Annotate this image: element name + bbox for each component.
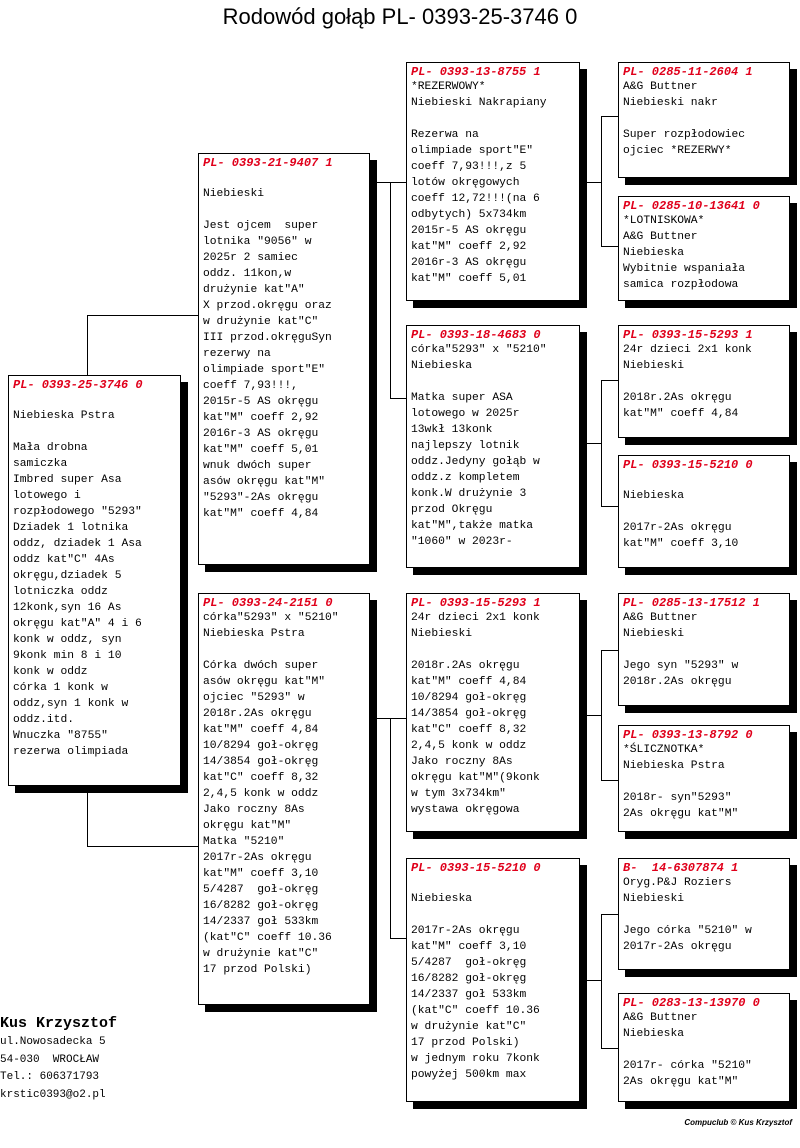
bird-description: 24r dzieci 2x1 konk Niebieski 2018r.2As okręgu kat"M" coeff 4,84 10/8294 goł-okręg 14/3854 goł-okręg kat"C" coeff 8,32 2,4,5 konk w oddz Jako roczny 8As okręgu kat"M"(9konk w tym 3x734km" wystawa okręgowa [411,612,540,816]
bird-description: A&G Buttner Niebieski Jego syn "5293" w 2018r.2As okręgu [623,612,739,688]
pedigree-box-dsd [618,725,790,832]
connector-main-sire-horizontal [87,315,200,316]
connector-ss-stub [580,182,601,183]
connector-sd-stub [580,443,601,444]
pedigree-box-dam-sire [406,593,580,832]
ring-number: PL- 0393-13-8755 1 [411,65,541,79]
pedigree-box-ssd [618,196,790,301]
bird-description: A&G Buttner Niebieski nakr Super rozpłodowiec ojciec *REZERWY* [623,81,746,157]
pedigree-box-ddd [618,993,790,1102]
ring-number: PL- 0285-11-2604 1 [623,65,753,79]
ring-number: PL- 0393-21-9407 1 [203,156,333,170]
connector-ds-children [601,650,602,780]
bird-description: 24r dzieci 2x1 konk Niebieski 2018r.2As okręgu kat"M" coeff 4,84 [623,344,752,420]
connector-ss-children [601,116,602,246]
connector-dam-ds [370,718,390,719]
connector-dam-vertical [390,718,391,938]
connector-main-dam-horizontal [87,846,200,847]
ring-number: PL- 0393-15-5210 0 [411,861,541,875]
ring-number: PL- 0393-24-2151 0 [203,596,333,610]
pedigree-box-dam [198,593,370,1005]
pedigree-box-main [8,375,181,786]
owner-name: Kus Krzysztof [0,1015,118,1032]
connector-main-sire-vertical [87,315,88,377]
pedigree-box-dam-dam [406,858,580,1102]
owner-city: 54-030 WROCŁAW [0,1053,100,1066]
ring-number: PL- 0285-13-17512 1 [623,596,760,610]
bird-description: Niebieski Jest ojcem super lotnika "9056" w 2025r 2 samiec oddz. 11kon,w drużynie kat"A" X przod.okręgu oraz w drużynie kat"C" III przod.okręguSyn rezerwy na olimpiade sport"E" coeff 7,93!!!, 2015r-5 AS okręgu kat"M" coeff 2,92 2016r-3 AS okręgu kat"M" coeff 5,01 wnuk dwóch super asów okręgu kat"M" "5293"-2As okręgu kat"M" coeff 4,84 [203,188,332,520]
pedigree-box-sire-dam [406,325,580,568]
ring-number: PL- 0285-10-13641 0 [623,199,760,213]
bird-description: *REZERWOWY* Niebieski Nakrapiany Rezerwa na olimpiade sport"E" coeff 7,93!!!,z 5 lotów okręgowych coeff 12,72!!!(na 6 odbytych) 5x734km 2015r-5 AS okręgu kat"M" coeff 2,92 2016r-3 AS okręgu kat"M" coeff 5,01 [411,81,547,285]
connector-dd-children [601,914,602,1048]
pedigree-box-sds [618,325,790,438]
owner-info [0,1014,117,1104]
bird-description: Niebieska Pstra Mała drobna samiczka Imbred super Asa lotowego i rozpłodowego "5293" Dziadek 1 lotnika oddz, dziadek 1 Asa oddz kat"C" 4As okręgu,dziadek 5 lotniczka oddz 12konk,syn 16 As okręgu kat"A" 4 i 6 konk w oddz, syn 9konk min 8 i 10 konk w oddz córka 1 konk w oddz,syn 1 konk w oddz.itd. Wnuczka "8755" rezerwa olimpiada [13,410,142,758]
pedigree-box-sire-sire [406,62,580,301]
page-title: Rodowód gołąb PL- 0393-25-3746 0 [222,4,578,29]
ring-number: PL- 0283-13-13970 0 [623,996,760,1010]
pedigree-box-dss [618,593,790,706]
pedigree-box-sire [198,153,370,565]
ring-number: PL- 0393-18-4683 0 [411,328,541,342]
owner-address: ul.Nowosadecka 5 [0,1036,106,1048]
bird-description: córka"5293" x "5210" Niebieska Pstra Córka dwóch super asów okręgu kat"M" ojciec "5293" w 2018r.2As okręgu kat"M" coeff 4,84 10/8294 goł-okręg 14/3854 goł-okręg kat"C" coeff 8,32 2,4,5 konk w oddz Jako roczny 8As okręgu kat"M" Matka "5210" 2017r-2As okręgu kat"M" coeff 3,10 5/4287 goł-okręg 16/8282 goł-okręg 14/2337 goł 533km (kat"C" coeff 10.36 w drużynie kat"C" 17 przod Polski) [203,612,339,976]
pedigree-box-sss [618,62,790,178]
pedigree-box-dds [618,858,790,970]
connector-sire-vertical [390,182,391,398]
bird-description: Niebieska 2017r-2As okręgu kat"M" coeff 3,10 5/4287 goł-okręg 16/8282 goł-okręg 14/2337 goł 533km (kat"C" coeff 10.36 w drużynie kat"C" 17 przod Polski) w jednym roku 7konk powyżej 500km max [411,893,540,1081]
ring-number: B- 14-6307874 1 [623,861,739,875]
owner-email: krstic0393@o2.pl [0,1088,106,1101]
ring-number: PL- 0393-25-3746 0 [13,378,143,392]
software-credit: Compuclub © Kus Krzysztof [684,1118,792,1127]
bird-description: *ŚLICZNOTKA* Niebieska Pstra 2018r- syn"5293" 2As okręgu kat"M" [623,744,739,820]
connector-main-dam-vertical [87,786,88,846]
ring-number: PL- 0393-15-5293 1 [411,596,541,610]
bird-description: A&G Buttner Niebieska 2017r- córka "5210" 2As okręgu kat"M" [623,1012,752,1088]
bird-description: Oryg.P&J Roziers Niebieski Jego córka "5210" w 2017r-2As okręgu [623,877,752,953]
connector-dd-stub [580,980,601,981]
pedigree-box-sdd [618,455,790,568]
ring-number: PL- 0393-15-5210 0 [623,458,753,472]
ring-number: PL- 0393-15-5293 1 [623,328,753,342]
ring-number: PL- 0393-13-8792 0 [623,728,753,742]
connector-ds-stub [580,715,601,716]
bird-description: córka"5293" x "5210" Niebieska Matka super ASA lotowego w 2025r 13wkł 13konk najlepszy lotnik oddz.Jedyny gołąb w oddz.z kompletem konk.W drużynie 3 przod Okręgu kat"M",także matka "1060" w 2023r- [411,344,547,548]
owner-phone: Tel.: 606371793 [0,1071,100,1083]
bird-description: Niebieska 2017r-2As okręgu kat"M" coeff 3,10 [623,490,739,550]
bird-description: *LOTNISKOWA* A&G Buttner Niebieska Wybitnie wspaniała samica rozpłodowa [623,215,746,291]
connector-sd-children [601,380,602,506]
connector-sire-ss [370,182,390,183]
